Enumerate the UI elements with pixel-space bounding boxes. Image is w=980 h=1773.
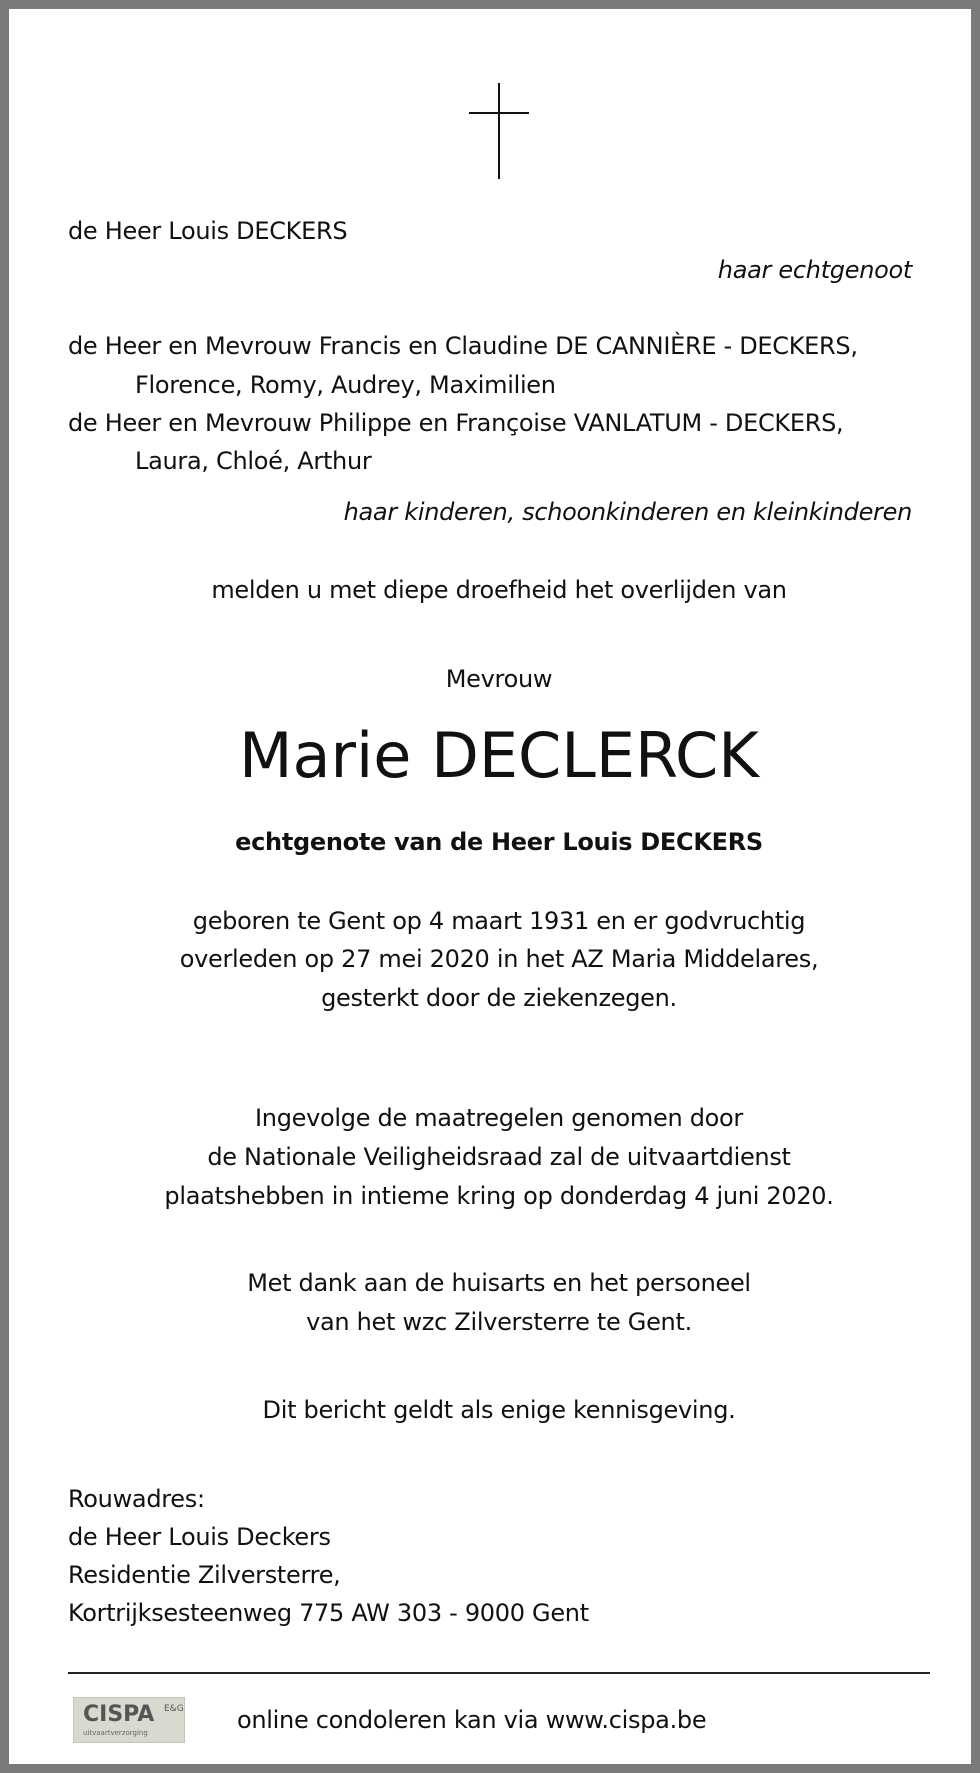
child-couple-1: de Heer en Mevrouw Francis en Claudine DE CANNIÈRE - DECKERS, xyxy=(68,332,858,360)
grandchildren-1: Florence, Romy, Audrey, Maximilien xyxy=(135,371,556,399)
deceased-title: Mevrouw xyxy=(445,665,553,693)
deceased-subtitle: echtgenote van de Heer Louis DECKERS xyxy=(235,828,763,856)
notice: Dit bericht geldt als enige kennisgeving. xyxy=(262,1396,736,1424)
address-line-1: de Heer Louis Deckers xyxy=(68,1523,331,1551)
cross-icon xyxy=(469,83,529,179)
footer-divider xyxy=(68,1672,930,1674)
grandchildren-2: Laura, Chloé, Arthur xyxy=(135,447,372,475)
spouse-name: de Heer Louis DECKERS xyxy=(68,217,348,245)
announcement: melden u met diepe droefheid het overlijden van xyxy=(211,576,787,604)
deceased-name: Marie DECLERCK xyxy=(239,719,759,792)
logo-sub: uitvaartverzorging xyxy=(83,1729,148,1737)
logo-brand: CISPA xyxy=(83,1702,155,1727)
birth-death-line-2: overleden op 27 mei 2020 in het AZ Maria Middelares, xyxy=(179,945,819,973)
address-line-3: Kortrijksesteenweg 775 AW 303 - 9000 Gent xyxy=(68,1599,589,1627)
online-condolence: online condoleren kan via www.cispa.be xyxy=(237,1706,707,1734)
funeral-line-2: de Nationale Veiligheidsraad zal de uitvaartdienst xyxy=(207,1143,791,1171)
children-relation: haar kinderen, schoonkinderen en kleinkinderen xyxy=(343,498,912,526)
cispa-logo xyxy=(73,1697,185,1743)
address-line-2: Residentie Zilversterre, xyxy=(68,1561,341,1589)
logo-sup: E&G xyxy=(164,1704,184,1714)
child-couple-2: de Heer en Mevrouw Philippe en Françoise VANLATUM - DECKERS, xyxy=(68,409,844,437)
funeral-line-1: Ingevolge de maatregelen genomen door xyxy=(255,1104,743,1132)
birth-death-line-1: geboren te Gent op 4 maart 1931 en er godvruchtig xyxy=(192,907,806,935)
address-label: Rouwadres: xyxy=(68,1485,205,1513)
funeral-line-3: plaatshebben in intieme kring op donderdag 4 juni 2020. xyxy=(164,1182,834,1210)
spouse-relation: haar echtgenoot xyxy=(717,256,912,284)
thanks-line-2: van het wzc Zilversterre te Gent. xyxy=(306,1308,692,1336)
thanks-line-1: Met dank aan de huisarts en het personeel xyxy=(247,1269,751,1297)
birth-death-line-3: gesterkt door de ziekenzegen. xyxy=(321,984,677,1012)
